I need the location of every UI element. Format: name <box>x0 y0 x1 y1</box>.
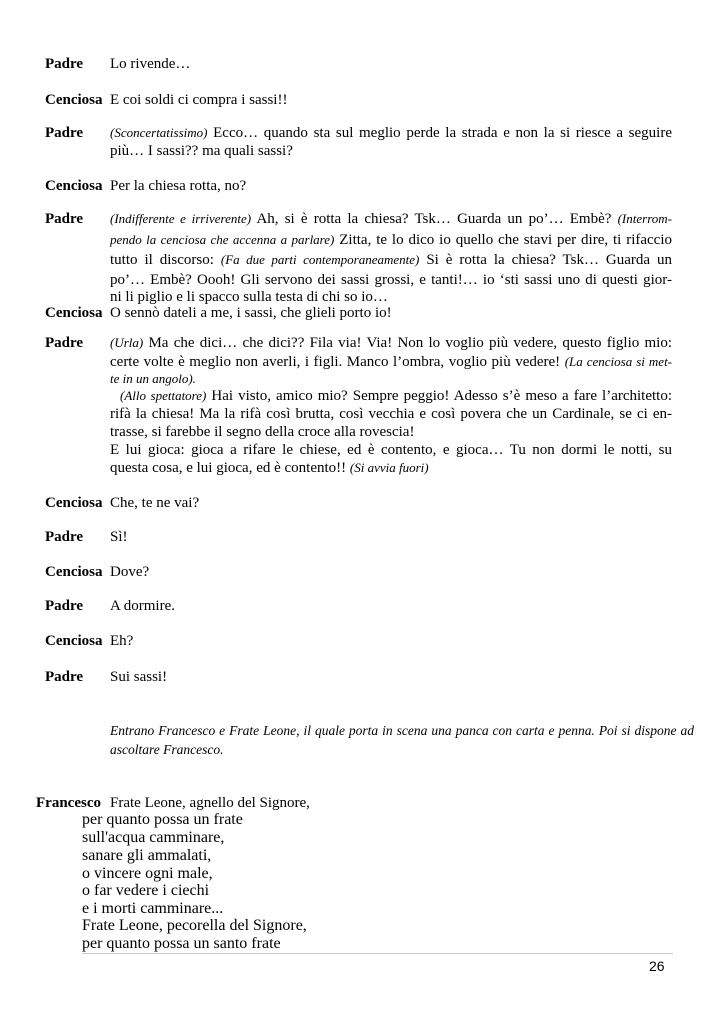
dialogue-line <box>110 124 672 142</box>
verse-line: per quanto possa un santo frate <box>82 935 281 952</box>
dialogue-line <box>110 231 672 249</box>
dialogue-text: Ma che dici… che dici?? Fila via! Via! Non lo voglio più vedere, questo figlio mio: <box>148 335 673 351</box>
speaker-name: Cenciosa <box>45 178 103 194</box>
dialogue-text: E lui gioca: gioca a rifare le chiese, ed è contento, e gioca… Tu non dormi le notti, su <box>110 442 672 458</box>
stage-direction-inline: (Si avvia fuori) <box>349 460 429 475</box>
dialogue-line <box>110 494 672 512</box>
dialogue-line <box>110 91 672 109</box>
dialogue-text: Che, te ne vai? <box>110 495 200 511</box>
dialogue-line <box>110 210 672 228</box>
dialogue-text: Frate Leone, agnello del Signore, <box>110 795 310 811</box>
dialogue-line <box>110 142 672 160</box>
speaker-name: Cenciosa <box>45 92 103 108</box>
stage-direction-inline: (Indifferente e irriverente) <box>110 211 252 226</box>
verse-line: sull'acqua camminare, <box>82 829 225 846</box>
speaker-name: Cenciosa <box>45 633 103 649</box>
dialogue-line <box>110 304 672 322</box>
dialogue-line <box>110 632 672 650</box>
verse-line: sanare gli ammalati, <box>82 847 212 864</box>
dialogue-line <box>110 55 672 73</box>
dialogue-text: questa cosa, e lui gioca, ed è contento!! <box>110 460 347 476</box>
dialogue-line <box>110 563 672 581</box>
dialogue-text: certe volte è meglio non averli, i figli. Manco l’ombra, voglio più vedere! <box>110 354 561 370</box>
footer-rule <box>82 953 673 954</box>
dialogue-text: Per la chiesa rotta, no? <box>110 178 247 194</box>
speaker-name: Padre <box>45 598 84 614</box>
speaker-name: Padre <box>45 56 84 72</box>
stage-direction-inline: (Interrom- <box>617 211 672 226</box>
verse-line: Frate Leone, pecorella del Signore, <box>82 917 307 934</box>
dialogue-text: tutto il discorso: <box>110 252 214 268</box>
dialogue-text: più… I sassi?? ma quali sassi? <box>110 143 293 159</box>
stage-direction-inline: (Urla) <box>110 335 144 350</box>
speaker-name: Padre <box>45 529 84 545</box>
dialogue-text: Eh? <box>110 633 134 649</box>
dialogue-text: trasse, si farebbe il segno della croce alla rovescia! <box>110 424 415 440</box>
page-number: 26 <box>649 958 665 974</box>
dialogue-line <box>110 405 672 423</box>
dialogue-text: po’… Embè? Oooh! Gli servono dei sassi grossi, e tanti!… io ‘sti sassi uno di questi gior- <box>110 272 672 288</box>
speaker-name: Cenciosa <box>45 495 103 511</box>
speaker-name: Padre <box>45 125 84 141</box>
dialogue-line <box>110 459 672 477</box>
dialogue-text: Ah, si è rotta la chiesa? Tsk… Guarda un po’… Embè? <box>256 211 612 227</box>
dialogue-text: rifà la chiesa! Ma la rifà così brutta, così vecchia e così povera che un Cardinale, se ci en- <box>110 406 672 422</box>
dialogue-line <box>110 334 672 352</box>
speaker-name: Cenciosa <box>45 305 103 321</box>
speaker-name: Cenciosa <box>45 564 103 580</box>
verse-line: per quanto possa un frate <box>82 811 243 828</box>
stage-direction-inline: (Allo spettatore) <box>120 388 207 403</box>
stage-direction-line: ascoltare Francesco. <box>110 742 224 757</box>
speaker-name: Padre <box>45 669 84 685</box>
dialogue-text: Hai visto, amico mio? Sempre peggio! Adesso s’è meso a fare l’architetto: <box>211 388 672 404</box>
dialogue-text: E coi soldi ci compra i sassi!! <box>110 92 288 108</box>
verse-line: o far vedere i ciechi <box>82 882 210 899</box>
dialogue-text: Lo rivende… <box>110 56 191 72</box>
dialogue-text: Si è rotta la chiesa? Tsk… Guarda un <box>426 252 673 268</box>
dialogue-text: Sì! <box>110 529 128 545</box>
dialogue-text: A dormire. <box>110 598 175 614</box>
dialogue-line <box>120 387 672 405</box>
dialogue-line <box>110 668 672 686</box>
stage-direction-inline: (Fa due parti contemporaneamente) <box>220 252 420 267</box>
stage-direction-inline: pendo la cenciosa che accenna a parlare) <box>110 232 335 247</box>
dialogue-text: ni li piglio e li spacco sulla testa di chi so io… <box>110 289 388 305</box>
speaker-name: Padre <box>45 211 84 227</box>
dialogue-line <box>110 370 672 388</box>
verse-line: o vincere ogni male, <box>82 865 213 882</box>
speaker-name: Francesco <box>36 795 101 811</box>
dialogue-line <box>110 528 672 546</box>
dialogue-text: Dove? <box>110 564 150 580</box>
dialogue-line <box>110 271 672 289</box>
stage-direction-inline: te in un angolo). <box>110 371 196 386</box>
speaker-name: Padre <box>45 335 84 351</box>
dialogue-line <box>110 597 672 615</box>
dialogue-line <box>110 251 672 269</box>
dialogue-line <box>110 794 672 812</box>
dialogue-line <box>110 423 672 441</box>
dialogue-line <box>110 177 672 195</box>
dialogue-line <box>110 441 672 459</box>
stage-direction-inline: (Sconcertatissimo) <box>110 125 208 140</box>
stage-direction-line: Entrano Francesco e Frate Leone, il quale porta in scena una panca con carta e penna. Poi si dispone ad <box>110 723 694 738</box>
dialogue-text: Zitta, te lo dico io quello che stavi per dire, ti rifaccio <box>339 232 673 248</box>
dialogue-line <box>110 353 672 371</box>
dialogue-text: Sui sassi! <box>110 669 168 685</box>
dialogue-text: O sennò dateli a me, i sassi, che glieli porto io! <box>110 305 392 321</box>
dialogue-text: Ecco… quando sta sul meglio perde la strada e non la si riesce a seguire <box>213 125 673 141</box>
verse-line: e i morti camminare... <box>82 900 224 917</box>
stage-direction-inline: (La cenciosa si met- <box>564 354 673 369</box>
